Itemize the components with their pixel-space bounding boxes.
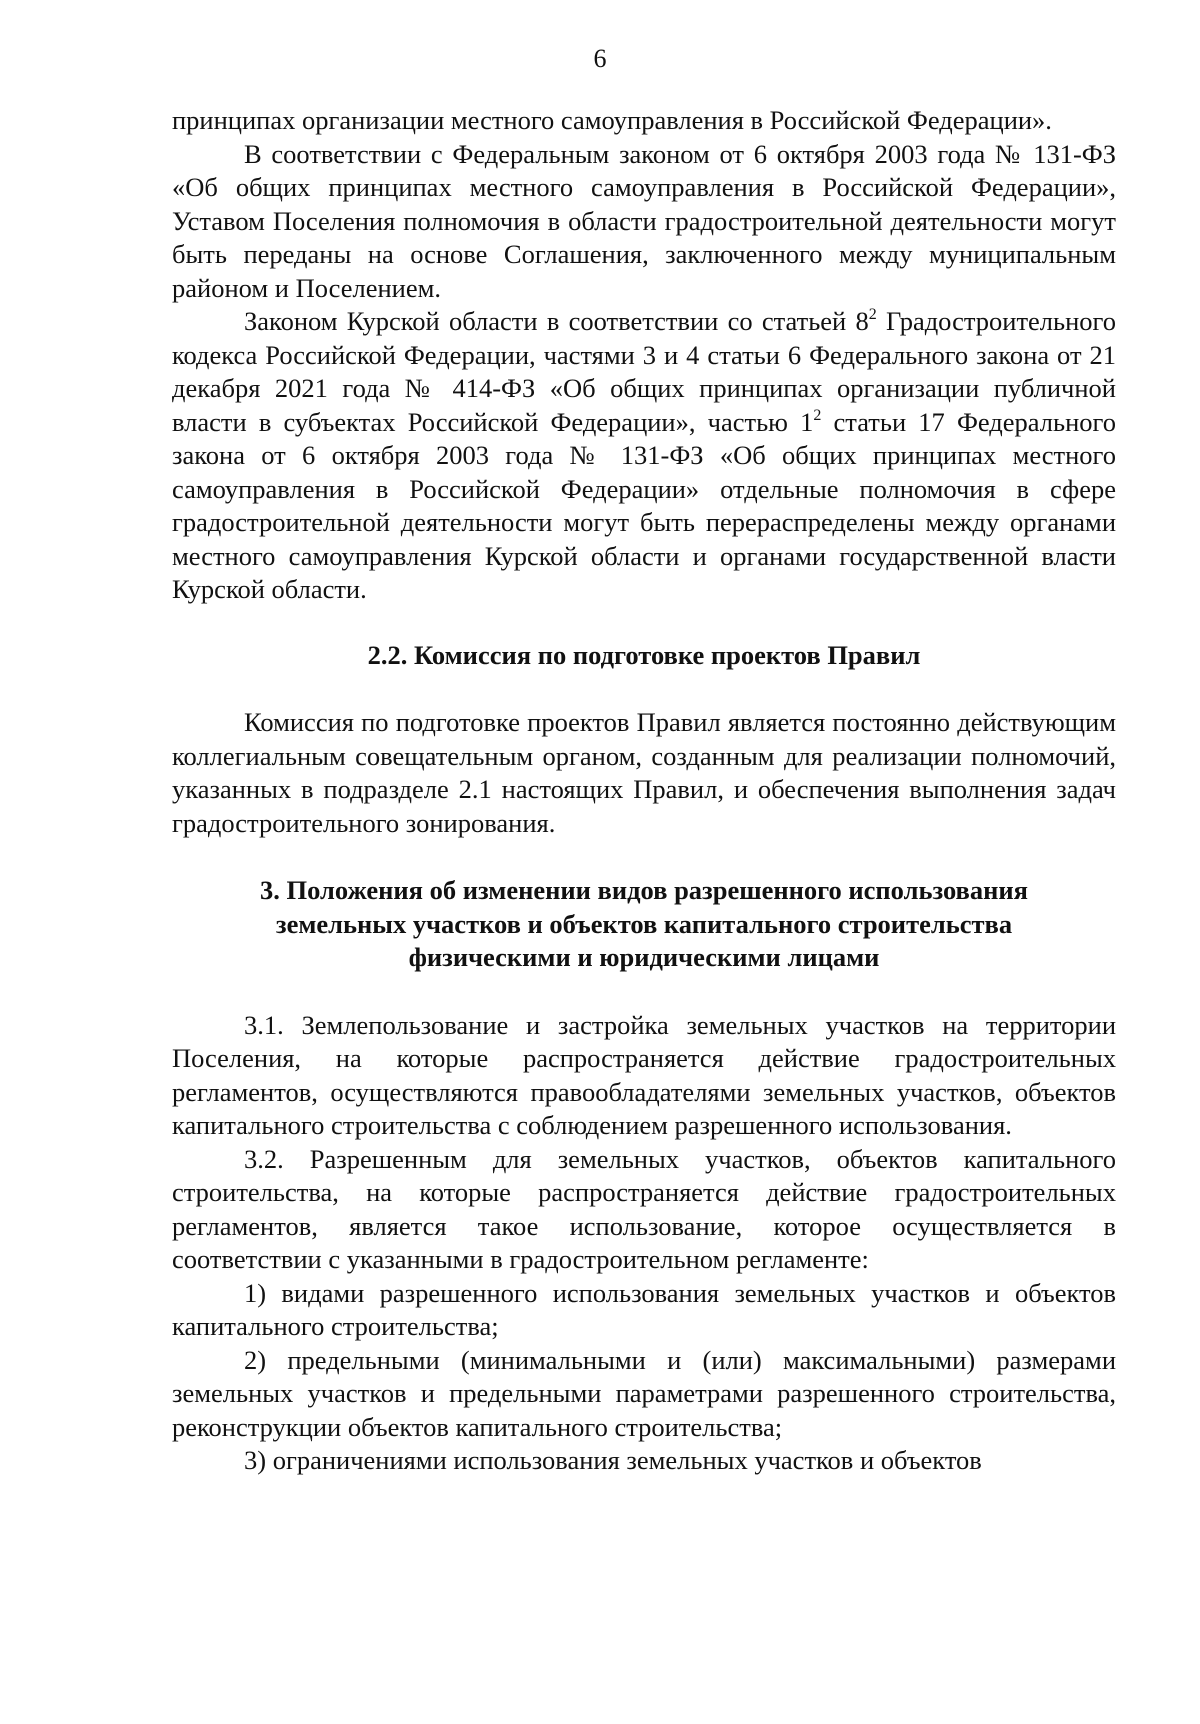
section-heading-3-line-3: физическими и юридическими лицами [408,942,880,972]
document-body [172,104,1116,1478]
list-item-3: 3) ограничениями использования земельных участков и объектов [244,1445,982,1475]
clause-3-2: 3.2. Разрешенным для земельных участков, объектов капитального строительства, на которые распространяется действие градостроительных регламентов, является такое использование, которое осуществляется в соответствии с указанными в градостроительном регламенте: [172,1143,1116,1274]
section-heading-2-2: 2.2. Комиссия по подготовке проектов Правил [367,639,921,670]
page-number: 6 [593,44,607,73]
section-heading-3 [172,874,1116,975]
paragraph-kursk-law-part-b: Градостроительного кодекса Российской Федерации, частями 3 и 4 статьи 6 Федерального закона от 21 декабря 2021 года № 414-ФЗ «Об общих принципах организации публичной власти в субъектах Российской Федерации», частью 1 [172,306,1116,437]
paragraph-kursk-law-part-c: статьи 17 Федерального закона от 6 октября 2003 года № 131-ФЗ «Об общих принципах местного самоуправления в Российской Федерации» отдельные полномочия в сфере градостроительной деятельности могут быть перераспределены между органами местного самоуправления Курской области и органами государственной власти Курской области. [172,406,1116,604]
superscript: 2 [868,306,877,323]
section-heading-3-line-2: земельных участков и объектов капитального строительства [275,908,1013,939]
paragraph-continuation: принципах организации местного самоуправления в Российской Федерации». [172,105,1052,135]
paragraph-commission: Комиссия по подготовке проектов Правил является постоянно действующим коллегиальным совещательным органом, созданным для реализации полномочий, указанных в подразделе 2.1 настоящих Правил, и обеспечения выполнения задач градостроительного зонирования. [172,707,1116,838]
clause-3-1: 3.1. Землепользование и застройка земельных участков на территории Поселения, на которые распространяется действие градостроительных регламентов, осуществляются правообладателями земельных участков, объектов капитального строительства с соблюдением разрешенного использования. [172,1009,1116,1140]
list-item-2: 2) предельными (минимальными и (или) максимальными) размерами земельных участков и предельными параметрами разрешенного строительства, реконструкции объектов капитального строительства; [172,1344,1116,1442]
superscript: 2 [813,406,822,424]
section-heading-3-line-1: 3. Положения об изменении видов разрешенного использования [260,875,1028,905]
paragraph-kursk-law [172,305,1116,607]
paragraph-kursk-law-part-a: Законом Курской области в соответствии со статьей 8 [244,306,869,336]
paragraph-federal-law: В соответствии с Федеральным законом от 6 октября 2003 года № 131-ФЗ «Об общих принципах местного самоуправления в Российской Федерации», Уставом Поселения полномочия в области градостроительной деятельности могут быть переданы на основе Соглашения, заключенного между муниципальным районом и Поселением. [172,138,1116,303]
list-item-1: 1) видами разрешенного использования земельных участков и объектов капитального строительства; [172,1277,1116,1341]
